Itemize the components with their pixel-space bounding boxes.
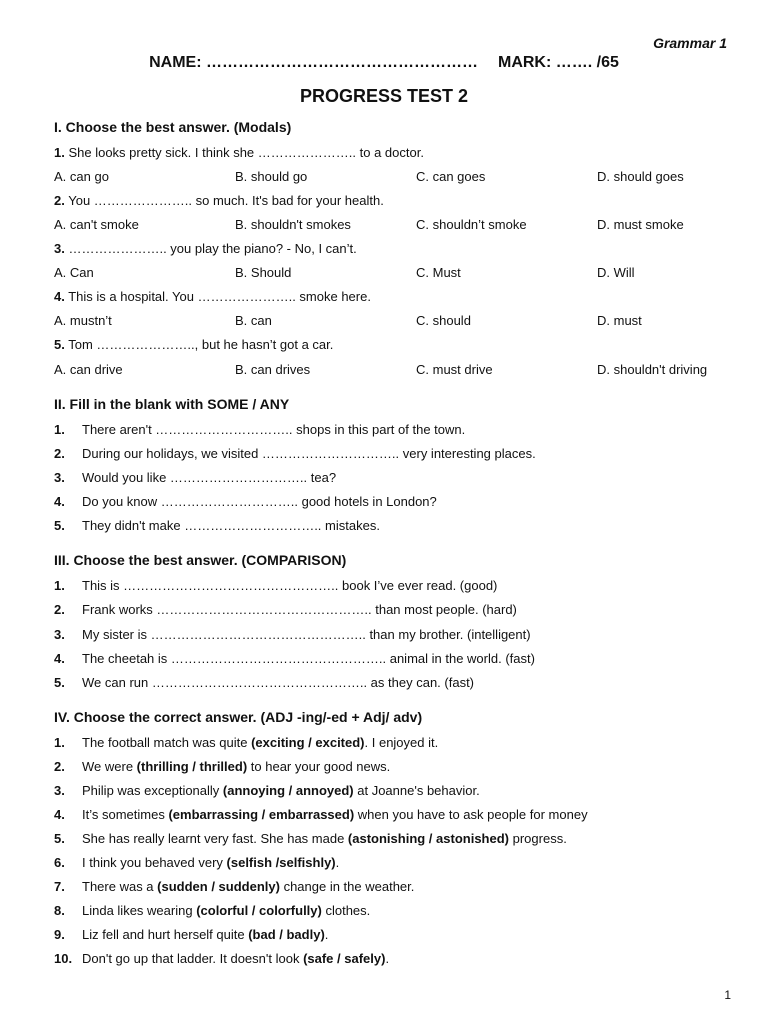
option-d: D. must smoke bbox=[597, 217, 684, 232]
section-heading-modals: I. Choose the best answer. (Modals) bbox=[54, 119, 292, 135]
list-item: 2. During our holidays, we visited ………………………….. very interesting places. bbox=[54, 446, 536, 461]
list-item: 6. I think you behaved very (selfish /selfishly). bbox=[54, 855, 340, 870]
list-item: 10. Don't go up that ladder. It doesn't look (safe / safely). bbox=[54, 951, 390, 966]
option-c: C. can goes bbox=[416, 169, 486, 184]
list-item: 2. We were (thrilling / thrilled) to hear your good news. bbox=[54, 759, 391, 774]
list-item: 9. Liz fell and hurt herself quite (bad / badly). bbox=[54, 927, 329, 942]
question-row: 5. Tom ………………….., but he hasn’t got a car. bbox=[54, 337, 334, 352]
option-a: A. can go bbox=[54, 169, 109, 184]
option-c: C. Must bbox=[416, 265, 461, 280]
option-d: D. Will bbox=[597, 265, 635, 280]
list-item: 5. We can run ………………………………………….. as they can. (fast) bbox=[54, 675, 475, 690]
list-item: 3. Would you like ………………………….. tea? bbox=[54, 470, 337, 485]
question-row: 4. This is a hospital. You ………………….. smoke here. bbox=[54, 289, 371, 304]
list-item: 4. The cheetah is ………………………………………….. animal in the world. (fast) bbox=[54, 651, 535, 666]
options-row bbox=[0, 265, 768, 283]
document-label: Grammar 1 bbox=[653, 35, 727, 51]
options-row bbox=[0, 169, 768, 187]
list-item: 3. My sister is ………………………………………….. than my brother. (intelligent) bbox=[54, 627, 531, 642]
option-c: C. should bbox=[416, 313, 471, 328]
option-a: A. can drive bbox=[54, 362, 123, 377]
name-field-label: NAME: …………………………………………… bbox=[149, 54, 478, 71]
option-b: B. can bbox=[235, 313, 272, 328]
mark-field-label: MARK: ……. /65 bbox=[497, 54, 619, 71]
option-c: C. shouldn’t smoke bbox=[416, 217, 527, 232]
list-item: 1. There aren't ………………………….. shops in this part of the town. bbox=[54, 422, 466, 437]
option-a: A. mustn’t bbox=[54, 313, 112, 328]
option-b: B. Should bbox=[235, 265, 292, 280]
section-heading-adjectives: IV. Choose the correct answer. (ADJ -ing/-ed + Adj/ adv) bbox=[54, 709, 423, 725]
question-row: 3. ………………….. you play the piano? - No, I can’t. bbox=[54, 241, 357, 256]
list-item: 8. Linda likes wearing (colorful / colorfully) clothes. bbox=[54, 903, 371, 918]
page-number: 1 bbox=[724, 988, 731, 1002]
option-d: D. must bbox=[597, 313, 642, 328]
page-title: PROGRESS TEST 2 bbox=[299, 86, 469, 106]
options-row bbox=[0, 217, 768, 235]
options-row bbox=[0, 313, 768, 331]
list-item: 1. This is ………………………………………….. book I’ve ever read. (good) bbox=[54, 578, 498, 593]
list-item: 7. There was a (sudden / suddenly) change in the weather. bbox=[54, 879, 415, 894]
list-item: 1. The football match was quite (exciting / excited). I enjoyed it. bbox=[54, 735, 439, 750]
list-item: 5. They didn't make ………………………….. mistakes. bbox=[54, 518, 380, 533]
option-d: D. shouldn't driving bbox=[597, 362, 708, 377]
option-b: B. shouldn't smokes bbox=[235, 217, 351, 232]
list-item: 2. Frank works ………………………………………….. than most people. (hard) bbox=[54, 602, 517, 617]
options-row bbox=[0, 362, 768, 380]
option-b: B. should go bbox=[235, 169, 308, 184]
list-item: 3. Philip was exceptionally (annoying / annoyed) at Joanne's behavior. bbox=[54, 783, 480, 798]
name-mark-line bbox=[0, 54, 768, 72]
list-item: 4. It’s sometimes (embarrassing / embarrassed) when you have to ask people for money bbox=[54, 807, 588, 822]
list-item: 5. She has really learnt very fast. She has made (astonishing / astonished) progress. bbox=[54, 831, 567, 846]
section-heading-some-any: II. Fill in the blank with SOME / ANY bbox=[54, 396, 290, 412]
option-a: A. Can bbox=[54, 265, 94, 280]
question-row: 2. You ………………….. so much. It's bad for your health. bbox=[54, 193, 384, 208]
section-heading-comparison: III. Choose the best answer. (COMPARISON) bbox=[54, 552, 347, 568]
option-a: A. can't smoke bbox=[54, 217, 139, 232]
question-row: 1. She looks pretty sick. I think she ………………….. to a doctor. bbox=[54, 145, 424, 160]
option-b: B. can drives bbox=[235, 362, 311, 377]
option-c: C. must drive bbox=[416, 362, 493, 377]
option-d: D. should goes bbox=[597, 169, 684, 184]
list-item: 4. Do you know ………………………….. good hotels in London? bbox=[54, 494, 437, 509]
